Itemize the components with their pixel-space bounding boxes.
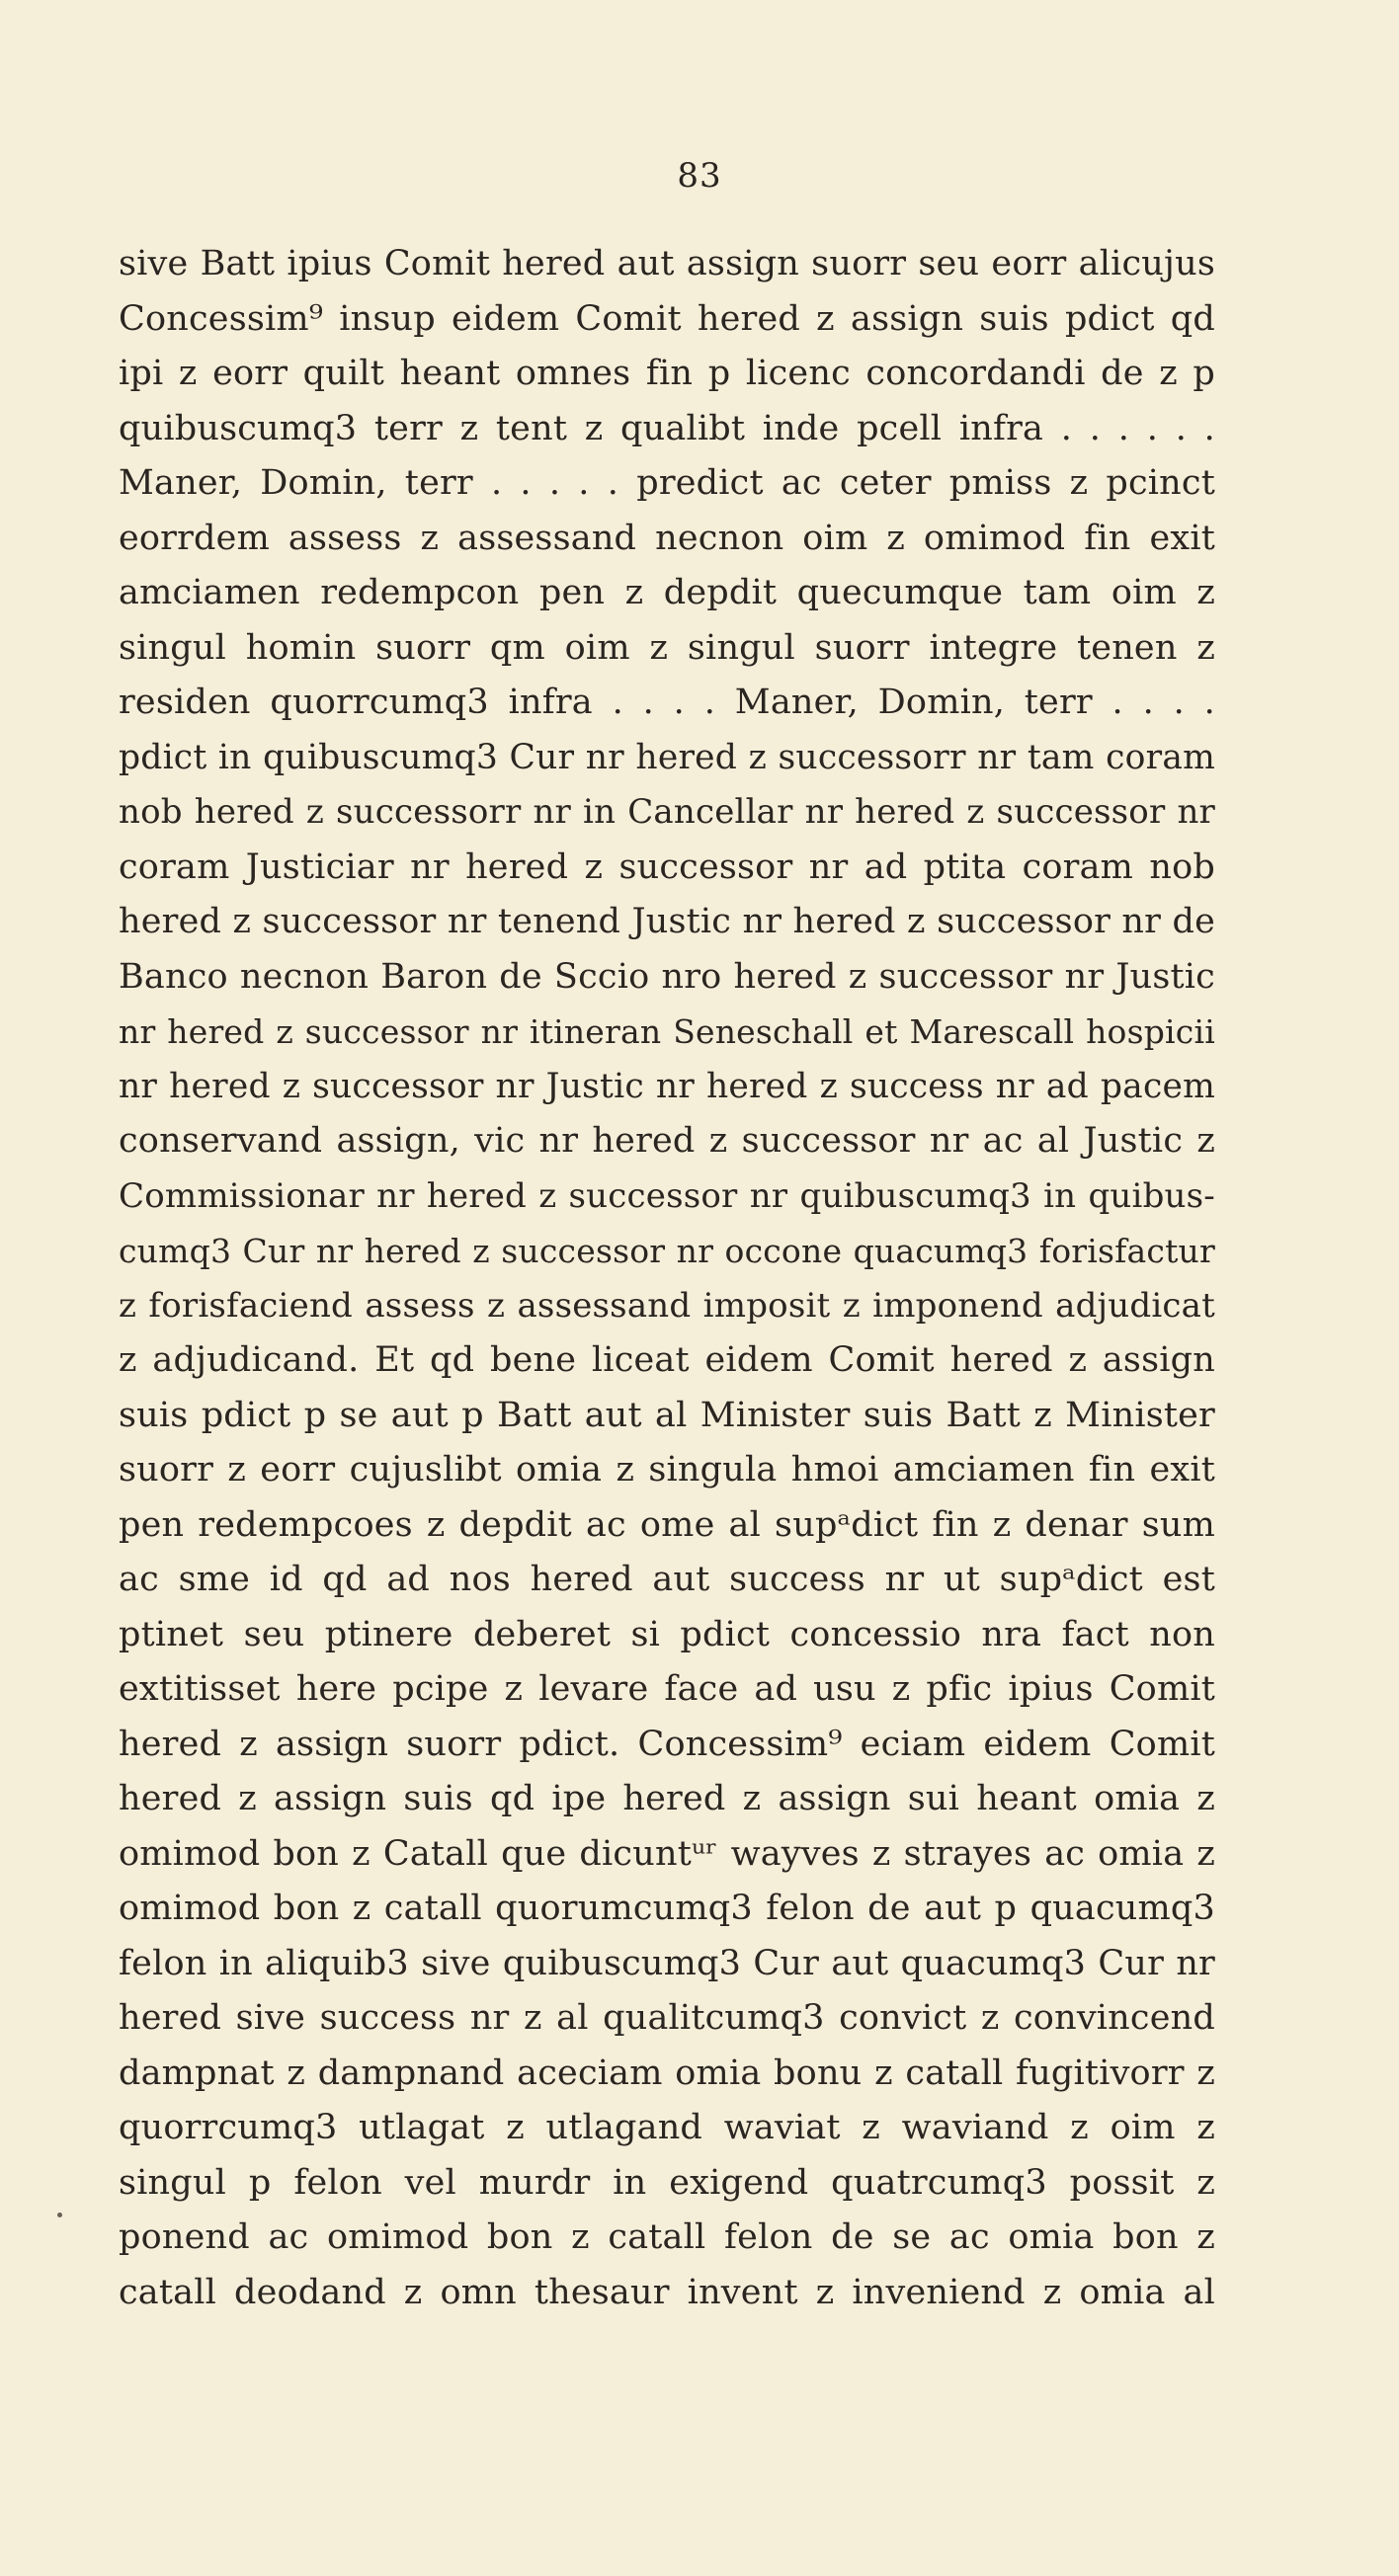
text-line: hered z successor nr tenend Justic nr hered z successor nr de [119, 902, 1215, 941]
text-line: pdict in quibuscumq3 Cur nr hered z successorr nr tam coram [119, 737, 1215, 777]
text-line: Banco necnon Baron de Sccio nro hered z successor nr Justic [119, 956, 1215, 997]
text-line: hered z assign suis qd ipe hered z assign sui heant omia z [119, 1779, 1215, 1818]
text-line: omimod bon z catall quorumcumq3 felon de aut p quacumq3 [119, 1889, 1215, 1928]
text-line: quibuscumq3 terr z tent z qualibt inde pcell infra . . . . . . [119, 408, 1215, 448]
body-text [119, 237, 1215, 2320]
text-line: extitisset here pcipe z levare face ad usu z pfic ipius Comit [119, 1669, 1215, 1709]
text-line: suorr z eorr cujuslibt omia z singula hmoi amciamen fin exit [119, 1450, 1215, 1489]
text-line: ponend ac omimod bon z catall felon de se ac omia bon z [119, 2217, 1215, 2257]
text-line: ipi z eorr quilt heant omnes fin p licenc concordandi de z p [119, 354, 1215, 393]
text-line: coram Justiciar nr hered z successor nr ad ptita coram nob [119, 846, 1215, 887]
text-line: nob hered z successorr nr in Cancellar nr hered z successor nr [119, 792, 1215, 832]
text-line: pen redempcoes z depdit ac ome al supᵃdict fin z denar sum [119, 1504, 1215, 1545]
text-line: singul p felon vel murdr in exigend quatrcumq3 possit z [119, 2162, 1215, 2203]
text-line: felon in aliquib3 sive quibuscumq3 Cur aut quacumq3 Cur nr [119, 1943, 1215, 1983]
page-number: 83 [677, 156, 722, 196]
text-line: ac sme id qd ad nos hered aut success nr ut supᵃdict est [119, 1560, 1215, 1599]
text-line: sive Batt ipius Comit hered aut assign suorr seu eorr alicujus [119, 244, 1215, 283]
text-line: Maner, Domin, terr . . . . . predict ac ceter pmiss z pcinct [119, 463, 1215, 503]
text-line: ptinet seu ptinere deberet si pdict concessio nra fact non [119, 1614, 1215, 1654]
text-line: z forisfaciend assess z assessand imposit z imponend adjudicat [119, 1285, 1215, 1326]
text-line: dampnat z dampnand aceciam omia bonu z catall fugitivorr z [119, 2053, 1215, 2093]
text-line: quorrcumq3 utlagat z utlagand waviat z waviand z oim z [119, 2108, 1215, 2147]
text-line: cumq3 Cur nr hered z successor nr occone quacumq3 forisfactur [119, 1232, 1215, 1270]
text-line: z adjudicand. Et qd bene liceat eidem Comit hered z assign [119, 1340, 1215, 1380]
text-line: eorrdem assess z assessand necnon oim z omimod fin exit [119, 518, 1215, 558]
text-line: amciamen redempcon pen z depdit quecumque tam oim z [119, 573, 1215, 612]
text-line: nr hered z successor nr Justic nr hered z success nr ad pacem [119, 1066, 1215, 1106]
text-line: nr hered z successor nr itineran Seneschall et Marescall hospicii [119, 1012, 1215, 1051]
text-line: hered sive success nr z al qualitcumq3 convict z convincend [119, 1998, 1215, 2038]
ink-speck [57, 2213, 62, 2217]
text-line: catall deodand z omn thesaur invent z inveniend z omia al [119, 2272, 1215, 2312]
text-line: omimod bon z Catall que dicuntᵘʳ wayves z strayes ac omia z [119, 1833, 1215, 1874]
text-line: hered z assign suorr pdict. Concessim⁹ eciam eidem Comit [119, 1724, 1215, 1764]
text-line: suis pdict p se aut p Batt aut al Minister suis Batt z Minister [119, 1395, 1215, 1435]
text-line: Commissionar nr hered z successor nr quibuscumq3 in quibus- [119, 1175, 1215, 1216]
text-line: singul homin suorr qm oim z singul suorr integre tenen z [119, 627, 1215, 668]
text-line: Concessim⁹ insup eidem Comit hered z assign suis pdict qd [119, 298, 1215, 339]
text-line: conservand assign, vic nr hered z successor nr ac al Justic z [119, 1121, 1215, 1161]
text-line: residen quorrcumq3 infra . . . . Maner, Domin, terr . . . . [119, 683, 1215, 722]
